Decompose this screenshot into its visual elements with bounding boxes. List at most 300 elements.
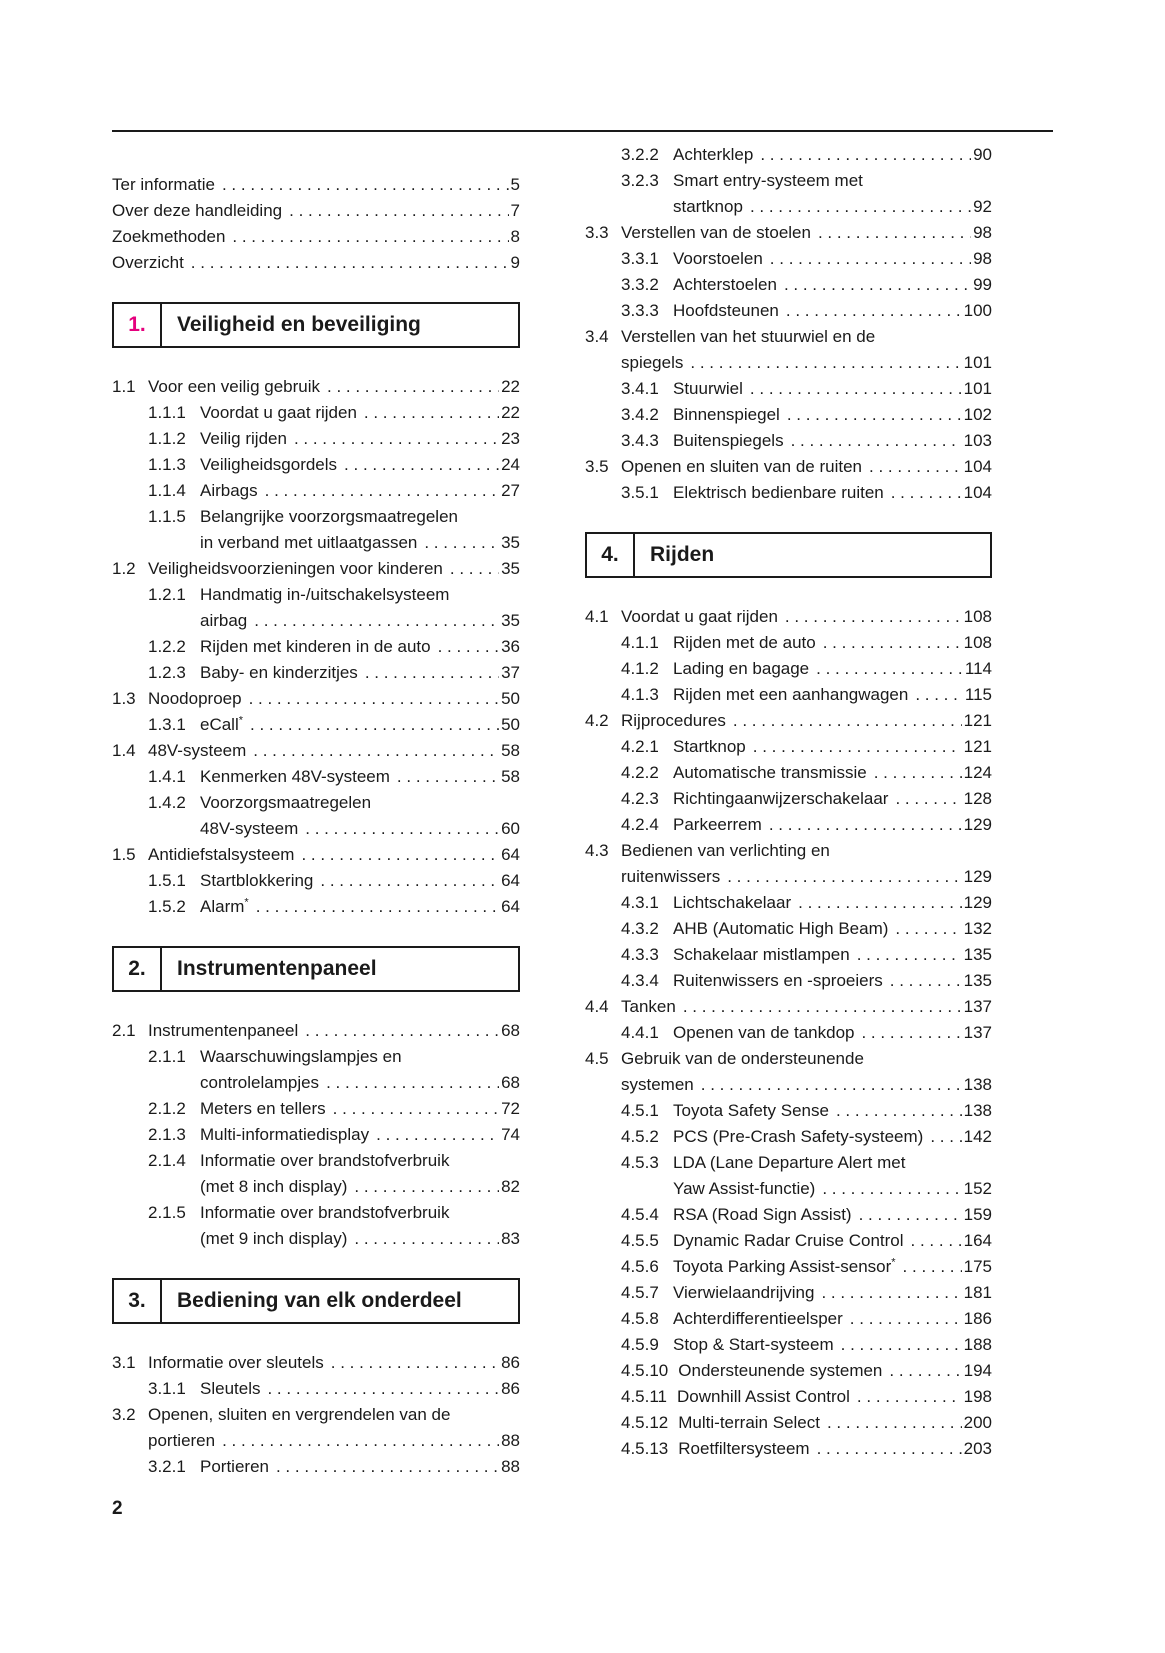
- toc-entry-label: controlelampjes: [200, 1073, 320, 1092]
- toc-entry-number: 4.5.12: [621, 1413, 669, 1432]
- toc-entry-page: 135: [963, 971, 992, 990]
- toc-entry-number: 4.5.5: [621, 1231, 659, 1250]
- dot-leader: [265, 478, 499, 504]
- toc-entry-page: 64: [501, 897, 520, 916]
- toc-entry-label: RSA (Road Sign Assist): [673, 1205, 852, 1224]
- dot-leader: [450, 556, 499, 582]
- toc-entry: [585, 812, 992, 838]
- toc-entry-label: (met 9 inch display): [200, 1229, 348, 1248]
- toc-entry-number: 4.5.1: [621, 1101, 659, 1120]
- toc-entry-page: 88: [501, 1457, 520, 1476]
- toc-entry-number: 2.1: [112, 1021, 136, 1040]
- toc-entry-page: 64: [501, 845, 520, 864]
- toc-entry-page: 22: [501, 377, 520, 396]
- toc-entry-line: [112, 530, 520, 556]
- toc-entry: [585, 1358, 992, 1384]
- toc-entry-number: 3.2.2: [621, 145, 659, 164]
- toc-entry: [585, 1410, 992, 1436]
- toc-entry-line: [585, 1176, 992, 1202]
- toc-entry-page: 99: [973, 275, 992, 294]
- toc-entry-line: [585, 734, 992, 760]
- toc-entry-page: 27: [501, 481, 520, 500]
- toc-entry-label: Lading en bagage: [673, 659, 810, 678]
- toc-entry-number: 4.2.4: [621, 815, 659, 834]
- toc-entry-number: 4.5.11: [621, 1387, 668, 1406]
- toc-entry: [585, 1384, 992, 1410]
- toc-entry-page: 98: [973, 249, 992, 268]
- toc-entry-label: AHB (Automatic High Beam): [673, 919, 889, 938]
- toc-entry-line: [585, 194, 992, 220]
- dot-leader: [841, 1332, 962, 1358]
- toc-entry-label: 48V-systeem: [200, 819, 299, 838]
- toc-entry-label: Rijden met een aanhangwagen: [673, 685, 909, 704]
- toc-entry-label: Voordat u gaat rijden: [200, 403, 357, 422]
- toc-entry: [585, 604, 992, 630]
- toc-entry-number: 4.5: [585, 1049, 609, 1068]
- toc-entry-page: 50: [501, 689, 520, 708]
- toc-entry-page: 35: [501, 559, 520, 578]
- dot-leader: [276, 1454, 499, 1480]
- toc-entry: [585, 376, 992, 402]
- toc-entry-label: Startblokkering: [200, 871, 314, 890]
- toc-entry-line: [112, 790, 520, 816]
- toc-entry-line: [112, 816, 520, 842]
- dot-leader: [895, 786, 961, 812]
- toc-entry-line: [585, 1254, 992, 1280]
- dot-leader: [222, 1428, 499, 1454]
- toc-entry: [585, 480, 992, 506]
- toc-entry-number: 4.1.3: [621, 685, 659, 704]
- toc-entry: [112, 556, 520, 582]
- toc-entry-line: [112, 1226, 520, 1252]
- toc-entry-page: 200: [963, 1413, 992, 1432]
- toc-entry-line: [585, 812, 992, 838]
- dot-leader: [438, 634, 499, 660]
- dot-leader: [376, 1122, 499, 1148]
- toc-entry-line: [585, 916, 992, 942]
- dot-leader: [817, 1436, 962, 1462]
- dot-leader: [424, 530, 499, 556]
- toc-entry-label: Rijden met kinderen in de auto: [200, 637, 431, 656]
- toc-entry-number: 4.1.1: [621, 633, 659, 652]
- toc-entry-line: [112, 478, 520, 504]
- toc-entry: [585, 942, 992, 968]
- toc-entry-label: eCall*: [200, 714, 244, 734]
- chapter-title: Rijden: [650, 543, 715, 566]
- toc-entry-line: [585, 350, 992, 376]
- toc-entry-page: 102: [963, 405, 992, 424]
- toc-entry-label: Buitenspiegels: [673, 431, 784, 450]
- toc-entry-label: Over deze handleiding: [112, 201, 283, 220]
- dot-leader: [250, 712, 499, 738]
- toc-entry-label: Noodoproep: [148, 689, 242, 708]
- toc-entry: [112, 634, 520, 660]
- toc-entry-line: [585, 376, 992, 402]
- toc-entry-number: 4.1: [585, 607, 609, 626]
- toc-entry-label: Rijden met de auto: [673, 633, 816, 652]
- toc-entry-label: Smart entry-systeem met: [673, 171, 863, 190]
- toc-entry-line: [112, 660, 520, 686]
- chapter-box: [585, 532, 992, 578]
- toc-entry: [585, 1306, 992, 1332]
- toc-entry: [585, 402, 992, 428]
- toc-entry-page: 138: [963, 1075, 992, 1094]
- toc-entry-label: Alarm*: [200, 896, 249, 916]
- toc-entry-page: 132: [963, 919, 992, 938]
- dot-leader: [791, 428, 962, 454]
- toc-entry: [585, 1332, 992, 1358]
- toc-entry-page: 58: [501, 767, 520, 786]
- toc-entry: [112, 842, 520, 868]
- dot-leader: [327, 374, 499, 400]
- toc-entry-number: 4.5.2: [621, 1127, 659, 1146]
- toc-entry-page: 7: [510, 201, 520, 220]
- toc-entry-number: 3.4.1: [621, 379, 659, 398]
- toc-entry-number: 3.5: [585, 457, 609, 476]
- toc-entry-line: [585, 994, 992, 1020]
- toc-entry-line: [112, 1428, 520, 1454]
- dot-leader: [857, 1384, 962, 1410]
- toc-entry-label: Schakelaar mistlampen: [673, 945, 850, 964]
- toc-entry-label: Multi-terrain Select: [678, 1413, 820, 1432]
- dot-leader: [331, 1350, 499, 1376]
- dot-leader: [903, 1254, 962, 1280]
- toc-entry-line: [585, 760, 992, 786]
- toc-entry-label: Achterdifferentieelsper: [673, 1309, 843, 1328]
- toc-entry-number: 1.3: [112, 689, 136, 708]
- dot-leader: [890, 968, 962, 994]
- toc-entry-number: 1.5.1: [148, 871, 186, 890]
- dot-leader: [821, 1280, 961, 1306]
- toc-entry-line: [585, 1124, 992, 1150]
- toc-entry-page: 82: [501, 1177, 520, 1196]
- dot-leader: [823, 630, 962, 656]
- toc-entry-number: 1.1.3: [148, 455, 186, 474]
- toc-entry-label: Ruitenwissers en -sproeiers: [673, 971, 883, 990]
- toc-entry-page: 101: [963, 379, 992, 398]
- toc-entry-page: 5: [510, 175, 520, 194]
- toc-entry-page: 135: [963, 945, 992, 964]
- toc-entry-line: [585, 864, 992, 890]
- toc-entry-line: [112, 1096, 520, 1122]
- toc-entry-line: [112, 894, 520, 920]
- toc-entry-number: 4.2.2: [621, 763, 659, 782]
- toc-entry: [585, 1150, 992, 1202]
- toc-entry-page: 86: [501, 1353, 520, 1372]
- toc-entry: [585, 890, 992, 916]
- toc-entry-page: 194: [963, 1361, 992, 1380]
- toc-entry-label: Voordat u gaat rijden: [621, 607, 778, 626]
- toc-entry: [112, 374, 520, 400]
- toc-entry: [585, 786, 992, 812]
- toc-entry-number: 1.2.3: [148, 663, 186, 682]
- toc-entry-page: 64: [501, 871, 520, 890]
- toc-entry-line: [585, 402, 992, 428]
- dot-leader: [267, 1376, 499, 1402]
- toc-entry: [585, 1202, 992, 1228]
- toc-entry-label: portieren: [148, 1431, 216, 1450]
- dot-leader: [232, 224, 508, 250]
- toc-entry-label: Dynamic Radar Cruise Control: [673, 1231, 904, 1250]
- toc-entry-line: [585, 708, 992, 734]
- toc-entry-page: 83: [501, 1229, 520, 1248]
- toc-entry-line: [585, 1358, 992, 1384]
- toc-entry-label: Openen en sluiten van de ruiten: [621, 457, 863, 476]
- toc-entry-line: [585, 942, 992, 968]
- toc-entry-line: [112, 1148, 520, 1174]
- toc-entry-number: 4.5.8: [621, 1309, 659, 1328]
- dot-leader: [769, 812, 962, 838]
- toc-entry: [112, 686, 520, 712]
- toc-entry-line: [585, 1202, 992, 1228]
- dot-leader: [354, 1174, 499, 1200]
- toc-entry-number: 1.1.5: [148, 507, 186, 526]
- chapter-box: [112, 946, 520, 992]
- toc-entry-number: 1.1.1: [148, 403, 186, 422]
- dot-leader: [785, 604, 962, 630]
- toc-entry-number: 2.1.4: [148, 1151, 186, 1170]
- toc-entry-line: [112, 172, 520, 198]
- toc-entry-page: 186: [963, 1309, 992, 1328]
- toc-entry: [112, 198, 520, 224]
- toc-entry-number: 4.1.2: [621, 659, 659, 678]
- toc-entry-number: 4.5.9: [621, 1335, 659, 1354]
- toc-entry-line: [585, 656, 992, 682]
- toc-entry-number: 4.3.2: [621, 919, 659, 938]
- toc-entry: [112, 1454, 520, 1480]
- dot-leader: [798, 890, 962, 916]
- dot-leader: [727, 864, 961, 890]
- toc-entry-page: 9: [510, 253, 520, 272]
- toc-entry-page: 142: [963, 1127, 992, 1146]
- toc-entry-label: Voor een veilig gebruik: [148, 377, 321, 396]
- dot-leader: [333, 1096, 499, 1122]
- toc-entry-page: 58: [501, 741, 520, 760]
- toc-entry-page: 124: [963, 763, 992, 782]
- toc-entry-line: [585, 1384, 992, 1410]
- toc-entry-label: airbag: [200, 611, 248, 630]
- toc-entry-label: Bedienen van verlichting en: [621, 841, 830, 860]
- toc-entry: [112, 1044, 520, 1096]
- toc-entry-number: 4.2.3: [621, 789, 659, 808]
- toc-entry-page: 181: [963, 1283, 992, 1302]
- toc-entry-label: Lichtschakelaar: [673, 893, 792, 912]
- chapter-number: 2.: [114, 948, 162, 990]
- toc-entry-number: 4.4.1: [621, 1023, 659, 1042]
- toc-entry-page: 68: [501, 1021, 520, 1040]
- toc-entry: [585, 1228, 992, 1254]
- toc-entry-number: 3.1: [112, 1353, 136, 1372]
- dot-leader: [326, 1070, 499, 1096]
- toc-entry-line: [585, 324, 992, 350]
- toc-entry-page: 175: [963, 1257, 992, 1276]
- toc-entry-label: Informatie over brandstofverbruik: [200, 1151, 450, 1170]
- toc-entry-label: Meters en tellers: [200, 1099, 326, 1118]
- chapter-title: Bediening van elk onderdeel: [177, 1289, 462, 1312]
- toc-entry-label: Sleutels: [200, 1379, 261, 1398]
- toc-entry-line: [585, 1436, 992, 1462]
- toc-entry-page: 108: [963, 633, 992, 652]
- toc-entry-page: 137: [963, 1023, 992, 1042]
- dot-leader: [930, 1124, 961, 1150]
- toc-entry-page: 88: [501, 1431, 520, 1450]
- toc-entry: [112, 400, 520, 426]
- dot-leader: [750, 376, 962, 402]
- dot-leader: [760, 142, 971, 168]
- toc-entry-number: 3.3.3: [621, 301, 659, 320]
- toc-entry-label: systemen: [621, 1075, 694, 1094]
- dot-leader: [915, 682, 963, 708]
- toc-entry-label: Toyota Parking Assist-sensor*: [673, 1256, 896, 1276]
- dot-leader: [222, 172, 509, 198]
- toc-entry: [112, 1148, 520, 1200]
- toc-entry-label: Ter informatie: [112, 175, 215, 194]
- dot-leader: [786, 298, 962, 324]
- toc-entry-line: [585, 630, 992, 656]
- toc-entry: [585, 968, 992, 994]
- toc-entry-line: [112, 1044, 520, 1070]
- toc-entry-line: [112, 842, 520, 868]
- toc-entry: [112, 582, 520, 634]
- dot-leader: [787, 402, 962, 428]
- toc-entry-page: 152: [963, 1179, 992, 1198]
- toc-entry-label: Toyota Safety Sense: [673, 1101, 829, 1120]
- dot-leader: [364, 400, 499, 426]
- toc-entry: [112, 712, 520, 738]
- toc-entry-label: Informatie over brandstofverbruik: [200, 1203, 450, 1222]
- toc-entry: [585, 272, 992, 298]
- toc-entry: [112, 660, 520, 686]
- toc-entry-page: 121: [963, 737, 992, 756]
- toc-entry-label: (met 8 inch display): [200, 1177, 348, 1196]
- toc-entry-line: [112, 250, 520, 276]
- dot-leader: [294, 426, 499, 452]
- toc-entry-number: 1.5: [112, 845, 136, 864]
- toc-entry-page: 86: [501, 1379, 520, 1398]
- toc-entry-number: 2.1.2: [148, 1099, 186, 1118]
- toc-entry-page: 121: [963, 711, 992, 730]
- toc-entry-label: spiegels: [621, 353, 684, 372]
- toc-entry: [585, 916, 992, 942]
- toc-entry-number: 3.4: [585, 327, 609, 346]
- toc-entry-number: 4.5.6: [621, 1257, 659, 1276]
- toc-entry-label: Stop & Start-systeem: [673, 1335, 834, 1354]
- toc-entry-line: [585, 1306, 992, 1332]
- toc-entry: [112, 868, 520, 894]
- toc-entry: [585, 838, 992, 890]
- toc-entry-number: 4.3.4: [621, 971, 659, 990]
- toc-entry-label: Veilig rijden: [200, 429, 287, 448]
- dot-leader: [911, 1228, 962, 1254]
- toc-entry-label: Voorstoelen: [673, 249, 763, 268]
- toc-entry-label: Portieren: [200, 1457, 269, 1476]
- toc-entry: [585, 324, 992, 376]
- toc-entry-label: Downhill Assist Control: [677, 1387, 850, 1406]
- toc-entry-number: 2.1.3: [148, 1125, 186, 1144]
- dot-leader: [869, 454, 962, 480]
- toc-entry-line: [585, 1280, 992, 1306]
- toc-entry-line: [585, 1410, 992, 1436]
- toc-entry-line: [112, 426, 520, 452]
- toc-entry-page: 114: [964, 659, 992, 678]
- dot-leader: [859, 1202, 962, 1228]
- toc-entry: [112, 250, 520, 276]
- toc-entry-number: 1.4.1: [148, 767, 186, 786]
- dot-leader: [305, 1018, 499, 1044]
- toc-entry-label: Handmatig in-/uitschakelsysteem: [200, 585, 450, 604]
- toc-entry-page: 115: [964, 685, 992, 704]
- dot-leader: [850, 1306, 962, 1332]
- dot-leader: [305, 816, 499, 842]
- toc-entry-line: [585, 1098, 992, 1124]
- toc-entry-page: 8: [510, 227, 520, 246]
- toc-entry-label: Verstellen van het stuurwiel en de: [621, 327, 876, 346]
- toc-entry-page: 100: [963, 301, 992, 320]
- toc-entry-label: Hoofdsteunen: [673, 301, 779, 320]
- toc-entry-line: [585, 1332, 992, 1358]
- toc-entry-label: PCS (Pre-Crash Safety-systeem): [673, 1127, 924, 1146]
- toc-entry: [585, 1046, 992, 1098]
- toc-entry-page: 104: [963, 457, 992, 476]
- toc-entry-page: 23: [501, 429, 520, 448]
- toc-entry-label: Voorzorgsmaatregelen: [200, 793, 372, 812]
- toc-entry-label: Baby- en kinderzitjes: [200, 663, 358, 682]
- toc-entry-label: Informatie over sleutels: [148, 1353, 324, 1372]
- toc-entry: [112, 1376, 520, 1402]
- toc-entry-label: Rijprocedures: [621, 711, 726, 730]
- toc-entry-number: 4.5.7: [621, 1283, 659, 1302]
- toc-entry: [112, 764, 520, 790]
- toc-entry-line: [585, 1150, 992, 1176]
- toc-entry-number: 1.2: [112, 559, 136, 578]
- toc-entry: [585, 994, 992, 1020]
- toc-entry: [585, 1254, 992, 1280]
- chapter-number: 3.: [114, 1280, 162, 1322]
- toc-entry: [112, 894, 520, 920]
- dot-leader: [827, 1410, 962, 1436]
- toc-entry-page: 35: [501, 611, 520, 630]
- dot-leader: [874, 760, 962, 786]
- dot-leader: [301, 842, 499, 868]
- toc-entry: [112, 1402, 520, 1454]
- toc-entry-page: 129: [963, 867, 992, 886]
- dot-leader: [249, 686, 500, 712]
- toc-entry-page: 50: [501, 715, 520, 734]
- toc-entry-number: 3.2.3: [621, 171, 659, 190]
- toc-entry-line: [112, 738, 520, 764]
- toc-entry-number: 1.1.2: [148, 429, 186, 448]
- toc-entry-label: Openen, sluiten en vergrendelen van de: [148, 1405, 451, 1424]
- toc-entry-line: [585, 786, 992, 812]
- toc-entry-page: 24: [501, 455, 520, 474]
- chapter-title: Veiligheid en beveiliging: [177, 313, 421, 336]
- toc-entry-line: [112, 1350, 520, 1376]
- toc-entry-line: [112, 1122, 520, 1148]
- toc-entry-line: [112, 608, 520, 634]
- toc-entry-page: 128: [963, 789, 992, 808]
- toc-entry-line: [112, 1454, 520, 1480]
- toc-entry-label: Yaw Assist-functie): [673, 1179, 816, 1198]
- toc-entry-number: 4.5.3: [621, 1153, 659, 1172]
- chapter-number: 4.: [587, 534, 635, 576]
- toc-entry-page: 36: [501, 637, 520, 656]
- toc-entry-line: [585, 604, 992, 630]
- dot-leader: [836, 1098, 962, 1124]
- dot-leader: [822, 1176, 961, 1202]
- toc-entry-line: [112, 764, 520, 790]
- toc-entry-number: 3.4.3: [621, 431, 659, 450]
- toc-entry-page: 22: [501, 403, 520, 422]
